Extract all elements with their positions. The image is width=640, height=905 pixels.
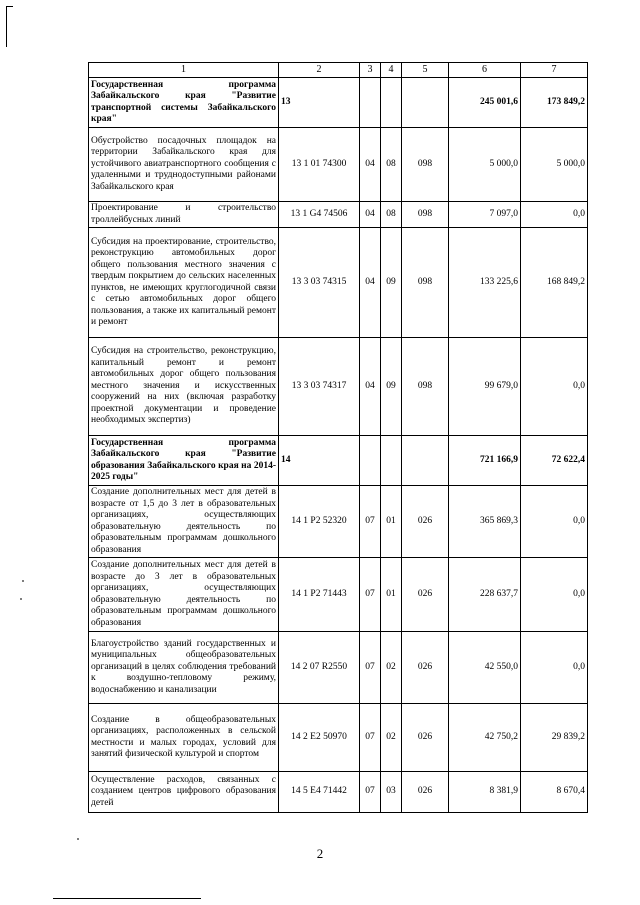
table-row [89, 228, 588, 338]
expense-type-cell: 098 [402, 338, 449, 436]
target-code-cell: 14 2 07 R2550 [279, 632, 360, 704]
section-cell: 04 [360, 338, 381, 436]
subsection-cell: 08 [381, 202, 402, 228]
expense-type-cell [402, 78, 449, 128]
amount-cell-6: 7 097,0 [449, 202, 521, 228]
amount-cell-7: 5 000,0 [521, 128, 588, 202]
amount-cell-6: 99 679,0 [449, 338, 521, 436]
amount-cell-7: 0,0 [521, 632, 588, 704]
scan-speck [77, 838, 79, 840]
table-row [89, 338, 588, 436]
expense-type-cell: 026 [402, 486, 449, 558]
section-cell: 07 [360, 558, 381, 632]
target-code-cell: 14 5 E4 71442 [279, 772, 360, 813]
item-name-cell: Обустройство посадочных площадок на территории Забайкальского края для устойчивого авиатранспортного сообщения с удаленными и труднодоступными районами Забайкальского края [89, 128, 279, 202]
item-name-cell: Создание дополнительных мест для детей в возрасте до 3 лет в образовательных организациях, осуществляющих образовательную деятельность по образовательным программам дошкольного образования [89, 558, 279, 632]
target-code-cell: 13 1 G4 74506 [279, 202, 360, 228]
amount-cell-6: 42 550,0 [449, 632, 521, 704]
amount-cell-6: 245 001,6 [449, 78, 521, 128]
budget-table-body [89, 63, 588, 813]
target-code-cell: 14 [279, 436, 360, 486]
item-name-cell: Государственная программа Забайкальского края "Развитие образования Забайкальского края на 2014-2025 годы" [89, 436, 279, 486]
program-row [89, 78, 588, 128]
expense-type-cell: 098 [402, 228, 449, 338]
section-cell [360, 78, 381, 128]
subsection-cell: 08 [381, 128, 402, 202]
item-name-cell: Благоустройство зданий государственных и муниципальных общеобразовательных организаций в целях соблюдения требований к воздушно-тепловому режиму, водоснабжению и канализации [89, 632, 279, 704]
target-code-cell: 13 [279, 78, 360, 128]
budget-table [88, 62, 588, 813]
section-cell [360, 436, 381, 486]
amount-cell-7: 72 622,4 [521, 436, 588, 486]
page-number: 2 [316, 846, 324, 861]
item-name-cell: Субсидия на проектирование, строительство, реконструкцию автомобильных дорог общего пользования местного значения с твердым покрытием до сельских населенных пунктов, не имеющих круглогодичной связи с сетью автомобильных дорог общего пользования, а также их капитальный ремонт и ремонт [89, 228, 279, 338]
header-cell: 7 [521, 63, 588, 78]
footer-rule [53, 898, 201, 899]
header-row [89, 63, 588, 78]
subsection-cell: 02 [381, 632, 402, 704]
table-row [89, 772, 588, 813]
amount-cell-6: 42 750,2 [449, 704, 521, 772]
subsection-cell: 03 [381, 772, 402, 813]
subsection-cell: 09 [381, 338, 402, 436]
amount-cell-6: 228 637,7 [449, 558, 521, 632]
target-code-cell: 14 2 E2 50970 [279, 704, 360, 772]
amount-cell-7: 0,0 [521, 486, 588, 558]
expense-type-cell: 098 [402, 128, 449, 202]
amount-cell-6: 365 869,3 [449, 486, 521, 558]
section-cell: 07 [360, 704, 381, 772]
target-code-cell: 14 1 P2 71443 [279, 558, 360, 632]
amount-cell-7: 173 849,2 [521, 78, 588, 128]
item-name-cell: Государственная программа Забайкальского края "Развитие транспортной системы Забайкальского края" [89, 78, 279, 128]
section-cell: 07 [360, 772, 381, 813]
item-name-cell: Осуществление расходов, связанных с созданием центров цифрового образования детей [89, 772, 279, 813]
expense-type-cell: 026 [402, 632, 449, 704]
table-row [89, 558, 588, 632]
header-cell: 2 [279, 63, 360, 78]
amount-cell-7: 168 849,2 [521, 228, 588, 338]
item-name-cell: Создание в общеобразовательных организациях, расположенных в сельской местности и малых городах, условий для занятий физической культурой и спортом [89, 704, 279, 772]
header-cell: 4 [381, 63, 402, 78]
header-cell: 6 [449, 63, 521, 78]
section-cell: 04 [360, 228, 381, 338]
expense-type-cell: 026 [402, 558, 449, 632]
amount-cell-7: 0,0 [521, 338, 588, 436]
scan-speck [20, 598, 22, 600]
amount-cell-7: 8 670,4 [521, 772, 588, 813]
section-cell: 04 [360, 202, 381, 228]
subsection-cell [381, 436, 402, 486]
target-code-cell: 13 3 03 74317 [279, 338, 360, 436]
table-row [89, 632, 588, 704]
target-code-cell: 13 1 01 74300 [279, 128, 360, 202]
subsection-cell: 09 [381, 228, 402, 338]
expense-type-cell: 026 [402, 772, 449, 813]
section-cell: 07 [360, 486, 381, 558]
scan-speck [22, 580, 24, 582]
table-row [89, 202, 588, 228]
amount-cell-7: 0,0 [521, 202, 588, 228]
item-name-cell: Субсидия на строительство, реконструкцию, капитальный ремонт и ремонт автомобильных дорог общего пользования местного значения и искусственных сооружений на них (включая разработку проектной документации и проведение необходимых экспертиз) [89, 338, 279, 436]
target-code-cell: 13 3 03 74315 [279, 228, 360, 338]
amount-cell-7: 29 839,2 [521, 704, 588, 772]
subsection-cell: 01 [381, 558, 402, 632]
amount-cell-6: 721 166,9 [449, 436, 521, 486]
scan-corner-mark [6, 6, 13, 47]
table-row [89, 486, 588, 558]
expense-type-cell [402, 436, 449, 486]
subsection-cell [381, 78, 402, 128]
table-row [89, 704, 588, 772]
amount-cell-6: 5 000,0 [449, 128, 521, 202]
header-cell: 3 [360, 63, 381, 78]
expense-type-cell: 098 [402, 202, 449, 228]
item-name-cell: Создание дополнительных мест для детей в возрасте от 1,5 до 3 лет в образовательных организациях, осуществляющих образовательную деятельность по образовательным программам дошкольного образования [89, 486, 279, 558]
table-row [89, 128, 588, 202]
amount-cell-6: 8 381,9 [449, 772, 521, 813]
subsection-cell: 02 [381, 704, 402, 772]
program-row [89, 436, 588, 486]
item-name-cell: Проектирование и строительство троллейбусных линий [89, 202, 279, 228]
amount-cell-6: 133 225,6 [449, 228, 521, 338]
section-cell: 07 [360, 632, 381, 704]
header-cell: 1 [89, 63, 279, 78]
target-code-cell: 14 1 P2 52320 [279, 486, 360, 558]
header-cell: 5 [402, 63, 449, 78]
section-cell: 04 [360, 128, 381, 202]
amount-cell-7: 0,0 [521, 558, 588, 632]
subsection-cell: 01 [381, 486, 402, 558]
expense-type-cell: 026 [402, 704, 449, 772]
